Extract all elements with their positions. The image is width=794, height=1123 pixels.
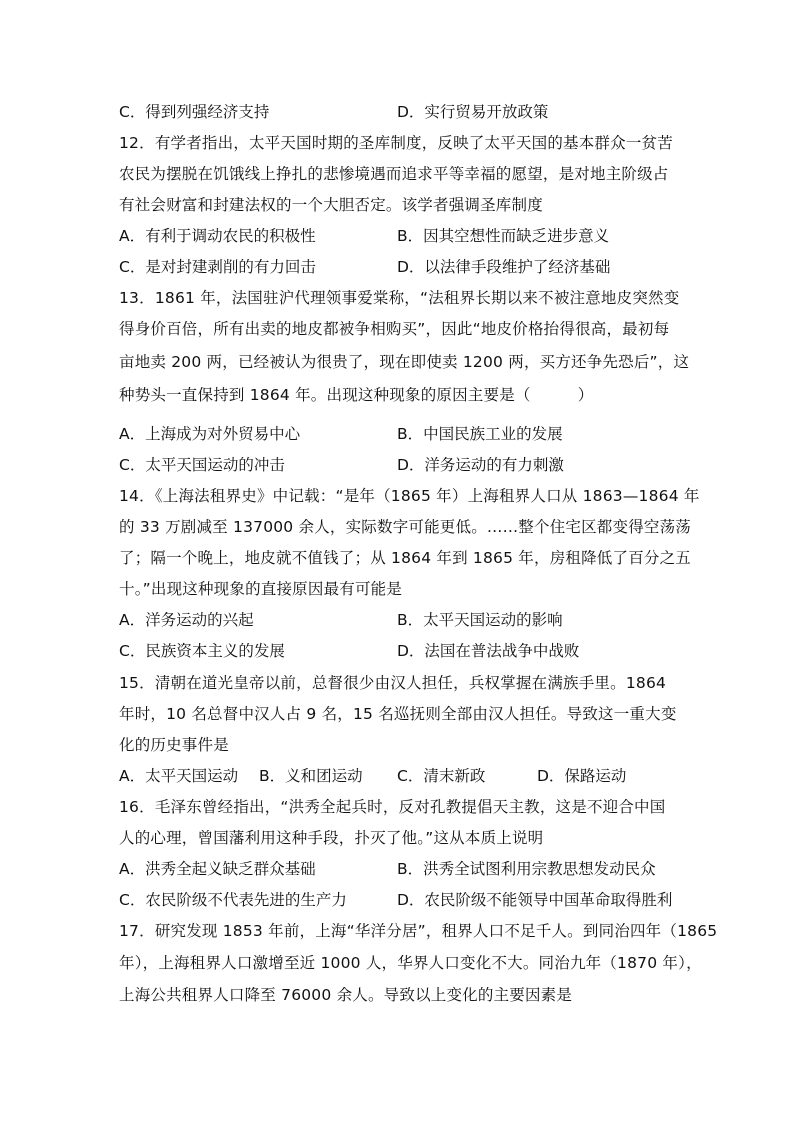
q15-stem-line-3: 化的历史事件是 [119,736,229,754]
q17-stem-line-3: 上海公共租界人口降至 76000 余人。导致以上变化的主要因素是 [119,986,573,1004]
q14-option-a: A．洋务运动的兴起 [119,611,254,629]
q16-option-c: C．农民阶级不代表先进的生产力 [119,891,347,909]
q11-option-c: C．得到列强经济支持 [119,103,270,121]
q12-stem-line-3: 有社会财富和封建法权的一个大胆否定。该学者强调圣库制度 [119,196,543,214]
q14-stem-line-4: 十。”出现这种现象的直接原因最有可能是 [119,580,403,598]
q14-option-c: C．民族资本主义的发展 [119,642,285,660]
q12-option-b: B．因其空想性而缺乏进步意义 [397,227,610,245]
q13-option-c: C．太平天国运动的冲击 [119,456,285,474]
q15-stem-line-2: 年时，10 名总督中汉人占 9 名，15 名巡抚则全部由汉人担任。导致这一重大变 [119,705,677,723]
q13-stem-line-3: 亩地卖 200 两，已经被认为很贵了，现在即使卖 1200 两，买方还争先恐后”，这 [119,353,690,371]
q12-stem-line-2: 农民为摆脱在饥饿线上挣扎的悲惨境遇而追求平等幸福的愿望，是对地主阶级占 [119,165,669,183]
q12-stem-line-1: 12．有学者指出，太平天国时期的圣库制度，反映了太平天国的基本群众一贫苦 [119,134,673,152]
q12-option-a: A．有利于调动农民的积极性 [119,227,316,245]
q13-option-b: B．中国民族工业的发展 [397,425,563,443]
q15-option-a: A．太平天国运动 [119,767,239,785]
q14-option-b: B．太平天国运动的影响 [397,611,563,629]
q14-stem-line-1: 14．《上海法租界史》中记载：“是年（1865 年）上海租界人口从 1863—1864 年 [119,487,700,505]
q15-option-c: C．清末新政 [397,767,486,785]
q14-stem-line-3: 了；隔一个晚上，地皮就不值钱了；从 1864 年到 1865 年，房租降低了百分之五 [119,549,692,567]
q13-stem-line-1: 13．1861 年，法国驻沪代理领事爱棠称，“法租界长期以来不被注意地皮突然变 [119,289,680,307]
q13-stem-line-4: 种势头一直保持到 1864 年。出现这种现象的原因主要是（ ） [119,386,594,404]
q15-stem-line-1: 15．清朝在道光皇帝以前，总督很少由汉人担任，兵权掌握在满族手里。1864 [119,674,667,692]
q16-option-b: B．洪秀全试图利用宗教思想发动民众 [397,860,656,878]
q16-stem-line-2: 人的心理，曾国藩利用这种手段，扑灭了他。”这从本质上说明 [119,829,544,847]
q16-stem-line-1: 16．毛泽东曾经指出，“洪秀全起兵时，反对孔教提倡天主教，这是不迎合中国 [119,798,666,816]
q17-stem-line-1: 17．研究发现 1853 年前，上海“华洋分居”，租界人口不足千人。到同治四年（1865 [119,922,718,940]
q14-option-d: D．法国在普法战争中战败 [397,642,580,660]
q14-stem-line-2: 的 33 万剧减至 137000 余人，实际数字可能更低。……整个住宅区都变得空荡荡 [119,518,692,536]
q15-option-b: B．义和团运动 [259,767,363,785]
q12-option-d: D．以法律手段维护了经济基础 [397,258,611,276]
q16-option-a: A．洪秀全起义缺乏群众基础 [119,860,316,878]
q13-option-a: A．上海成为对外贸易中心 [119,425,301,443]
q17-stem-line-2: 年），上海租界人口激增至近 1000 人，华界人口变化不大。同治九年（1870 年）， [119,954,702,972]
q13-stem-line-2: 得身价百倍，所有出卖的地皮都被争相购买”，因此“地皮价格抬得很高，最初每 [119,320,670,338]
q15-option-d: D．保路运动 [537,767,627,785]
q16-option-d: D．农民阶级不能领导中国革命取得胜利 [397,891,673,909]
q11-option-d: D．实行贸易开放政策 [397,103,549,121]
q13-option-d: D．洋务运动的有力刺激 [397,456,564,474]
q12-option-c: C．是对封建剥削的有力回击 [119,258,316,276]
